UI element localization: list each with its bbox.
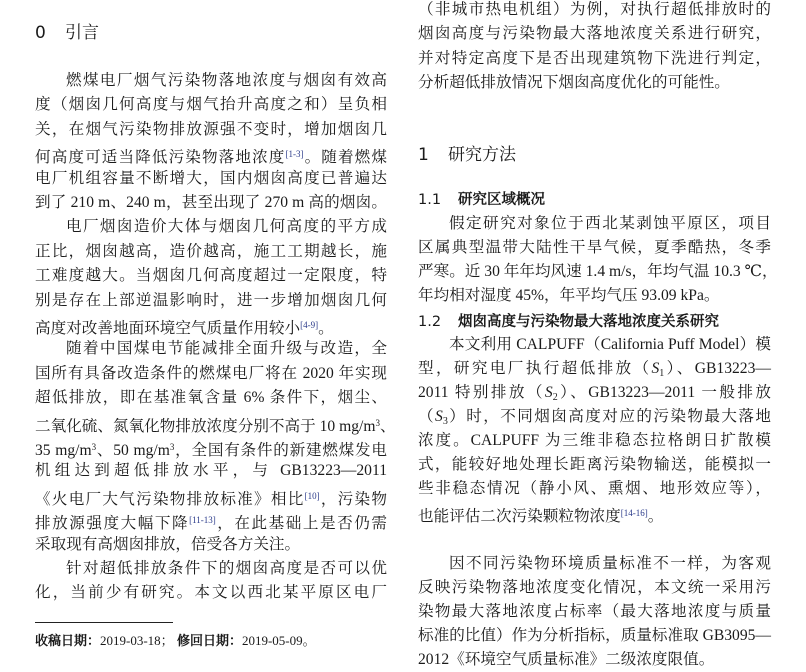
text-run: 并对特定高度下是否出现建筑物下洗进行判定， [418, 49, 771, 67]
superscript: 3 [375, 417, 380, 428]
subscript: 3 [442, 416, 448, 427]
text-line [418, 284, 771, 308]
citation-reference: [11-13] [189, 515, 216, 526]
footnote-dates [35, 631, 316, 651]
footnote-divider [35, 622, 173, 623]
received-date: 2019-03-18； [100, 633, 174, 648]
text-line [418, 260, 778, 284]
section-heading-methods [418, 143, 516, 167]
text-run: 式，能较好地处理长距离污染物输送，能模拟一 [418, 456, 771, 473]
text-run: ，全国有条件的新建燃煤发电 [174, 442, 387, 459]
text-line [35, 191, 387, 215]
text-line [35, 508, 387, 532]
text-run: 工难度越大。当烟囱几何高度超过一定限度，特 [35, 267, 387, 285]
section-number: 0 [35, 23, 46, 43]
text-run: 别是存在上部逆温影响时，进一步增加烟囱几何 [35, 291, 387, 309]
text-run: 本文利用 CALPUFF（California Puff Model）模 [449, 336, 771, 353]
text-run: ）时，不同烟囱高度对应的污染物最大落地 [447, 408, 771, 425]
text-line [418, 429, 771, 453]
text-line [35, 289, 387, 313]
text-line [418, 648, 771, 672]
text-run: ，污染物 [319, 490, 387, 508]
text-line [418, 477, 771, 501]
text-line [35, 459, 387, 483]
text-run: 严寒。近 30 年年均风速 1.4 m/s，年均气温 10.3 ℃， [418, 263, 778, 280]
text-line [35, 362, 387, 386]
text-run: ）、GB13223—2011 一般排放 [557, 384, 771, 401]
text-line [35, 411, 396, 435]
text-run: 关，在烟气污染物排放源强不变时，增加烟囱几 [35, 120, 387, 138]
text-run: 反映污染物落地浓度变化情况，本文统一采用污 [418, 579, 771, 596]
text-line [35, 313, 387, 337]
text-run: （ [418, 408, 436, 425]
text-run: 染物最大落地浓度占标率（最大落地浓度与质量 [418, 603, 771, 620]
text-run: 二氧化硫、氮氧化物排放浓度分别不高于 10 mg/m [35, 417, 376, 435]
text-line [35, 118, 387, 142]
superscript: 3 [169, 442, 175, 452]
text-line [418, 501, 771, 525]
text-run: 高度对改善地面环境空气质量作用较小 [35, 320, 301, 337]
text-line [35, 69, 387, 93]
subsection-number: 1.2 [418, 314, 442, 330]
subscript: 2 [552, 392, 558, 403]
text-line [35, 533, 387, 557]
text-line [35, 264, 387, 288]
italic-symbol: S [544, 384, 553, 401]
italic-symbol: S [651, 360, 660, 377]
text-run: 、50 mg/m [96, 442, 170, 459]
text-line [418, 405, 771, 429]
text-run: 燃煤电厂烟气污染物落地浓度与烟囱有效高 [66, 72, 387, 89]
text-run: 随着中国煤电节能减排全面升级与改造，全 [66, 340, 387, 358]
section-number: 1 [418, 145, 429, 165]
text-run: 排放源强度大幅下降 [35, 515, 190, 533]
subsection-title: 烟囱高度与污染物最大落地浓度关系研究 [458, 314, 719, 330]
text-run: ，在此基础上是否仍需 [215, 515, 387, 533]
text-line [35, 142, 387, 166]
citation-reference: [4-9] [300, 320, 319, 330]
text-line [418, 624, 771, 648]
text-line [35, 581, 387, 605]
text-line [418, 0, 771, 22]
received-label: 收稿日期： [35, 633, 101, 648]
text-line [418, 357, 771, 381]
text-run: 分析超低排放情况下烟囱高度优化的可能性。 [418, 74, 730, 92]
text-run: 。随着燃煤 [303, 149, 387, 167]
text-line [35, 215, 387, 239]
text-run: 2011 特别排放（ [418, 384, 545, 401]
text-run: 35 mg/m [35, 442, 92, 459]
text-run: 度（烟囱几何高度与烟气抬升高度之和）呈负相 [35, 96, 387, 114]
text-line [418, 576, 771, 600]
text-run: 。 [647, 508, 664, 525]
text-run: 电厂机组容量不断增大，国内烟囱高度已普遍达 [35, 169, 387, 187]
text-run: 浓度。CALPUFF 为三维非稳态拉格朗日扩散模 [418, 432, 771, 449]
revised-date: 2019-05-09。 [241, 633, 316, 648]
text-run: 。 [318, 320, 334, 337]
subsection-heading-1-1 [418, 188, 545, 212]
text-line [35, 557, 387, 581]
subsection-number: 1.1 [418, 192, 442, 208]
subsection-title: 研究区域概况 [458, 192, 545, 208]
italic-symbol: S [435, 408, 443, 425]
text-run: 烟囱高度与污染物最大落地浓度关系进行研究， [418, 25, 771, 43]
text-line [418, 381, 771, 405]
text-line [35, 93, 387, 117]
text-line [418, 71, 771, 95]
text-run: 《火电厂大气污染物排放标准》相比 [35, 490, 305, 508]
text-line [418, 453, 771, 477]
text-line [418, 333, 771, 357]
text-run: 超低排放，即在基准氧含量 6% 条件下，烟尘、 [35, 389, 387, 407]
text-run: 国所有具备改造条件的燃煤电厂将在 2020 年实现 [35, 364, 387, 382]
text-line [418, 600, 771, 624]
text-line [35, 240, 387, 264]
text-line [418, 212, 771, 236]
section-heading-introduction [35, 21, 99, 45]
text-run: 也能评估二次污染颗粒物浓度 [418, 508, 621, 525]
text-line [418, 236, 771, 260]
subsection-heading-1-2 [418, 310, 719, 334]
text-run: 年均相对湿度 45%，年平均气压 93.09 kPa。 [418, 287, 720, 304]
citation-reference: [14-16] [620, 508, 648, 518]
text-run: 何高度可适当降低污染物落地浓度 [35, 149, 286, 167]
text-line [35, 435, 387, 459]
citation-reference: [10] [304, 490, 320, 501]
text-line [35, 337, 387, 361]
text-line [35, 484, 387, 508]
text-run: 化，当前少有研究。本文以西北某平原区电厂 [35, 584, 387, 602]
text-run: 标准的比值）作为分析指标，质量标准取 GB3095— [418, 627, 772, 644]
text-run: 到了 210 m、240 m，甚至出现了 270 m 高的烟囱。 [35, 194, 387, 211]
text-run: 机组达到超低排放水平，与 GB13223—2011 [35, 462, 387, 480]
text-line [35, 386, 387, 410]
text-run: ）、GB13223— [664, 360, 771, 377]
text-run: 针对超低排放条件下的烟囱高度是否可以优 [66, 560, 387, 577]
text-run: 电厂烟囱造价大体与烟囱几何高度的平方成 [66, 218, 387, 236]
text-run: 假定研究对象位于西北某剥蚀平原区，项目 [449, 215, 771, 232]
section-title: 研究方法 [448, 145, 516, 165]
subscript: 1 [659, 368, 665, 379]
text-run: 采取现有高烟囱排放，倍受各方关注。 [35, 535, 301, 553]
superscript: 3 [91, 442, 97, 452]
section-title: 引言 [65, 23, 99, 43]
text-run: 因不同污染物环境质量标准不一样，为客观 [449, 555, 771, 572]
text-run: 型，研究电厂执行超低排放（ [418, 360, 652, 377]
text-run: 正比，烟囱越高，造价越高，施工工期越长，施 [35, 242, 387, 260]
revised-label: 修回日期： [176, 633, 242, 648]
text-line [35, 167, 387, 191]
text-run: 些非稳态情况（静小风、熏烟、地形效应等）， [418, 480, 771, 497]
citation-reference: [1-3] [285, 149, 304, 160]
text-run: 2012《环境空气质量标准》二级浓度限值。 [418, 651, 715, 668]
text-line [418, 22, 771, 46]
text-run: 、 [379, 417, 396, 435]
text-line [418, 47, 771, 71]
text-run: 区属典型温带大陆性干旱气候，夏季酷热，冬季 [418, 239, 771, 256]
text-line [418, 552, 771, 576]
text-run: （非城市热电机组）为例，对执行超低排放时的 [418, 1, 771, 18]
